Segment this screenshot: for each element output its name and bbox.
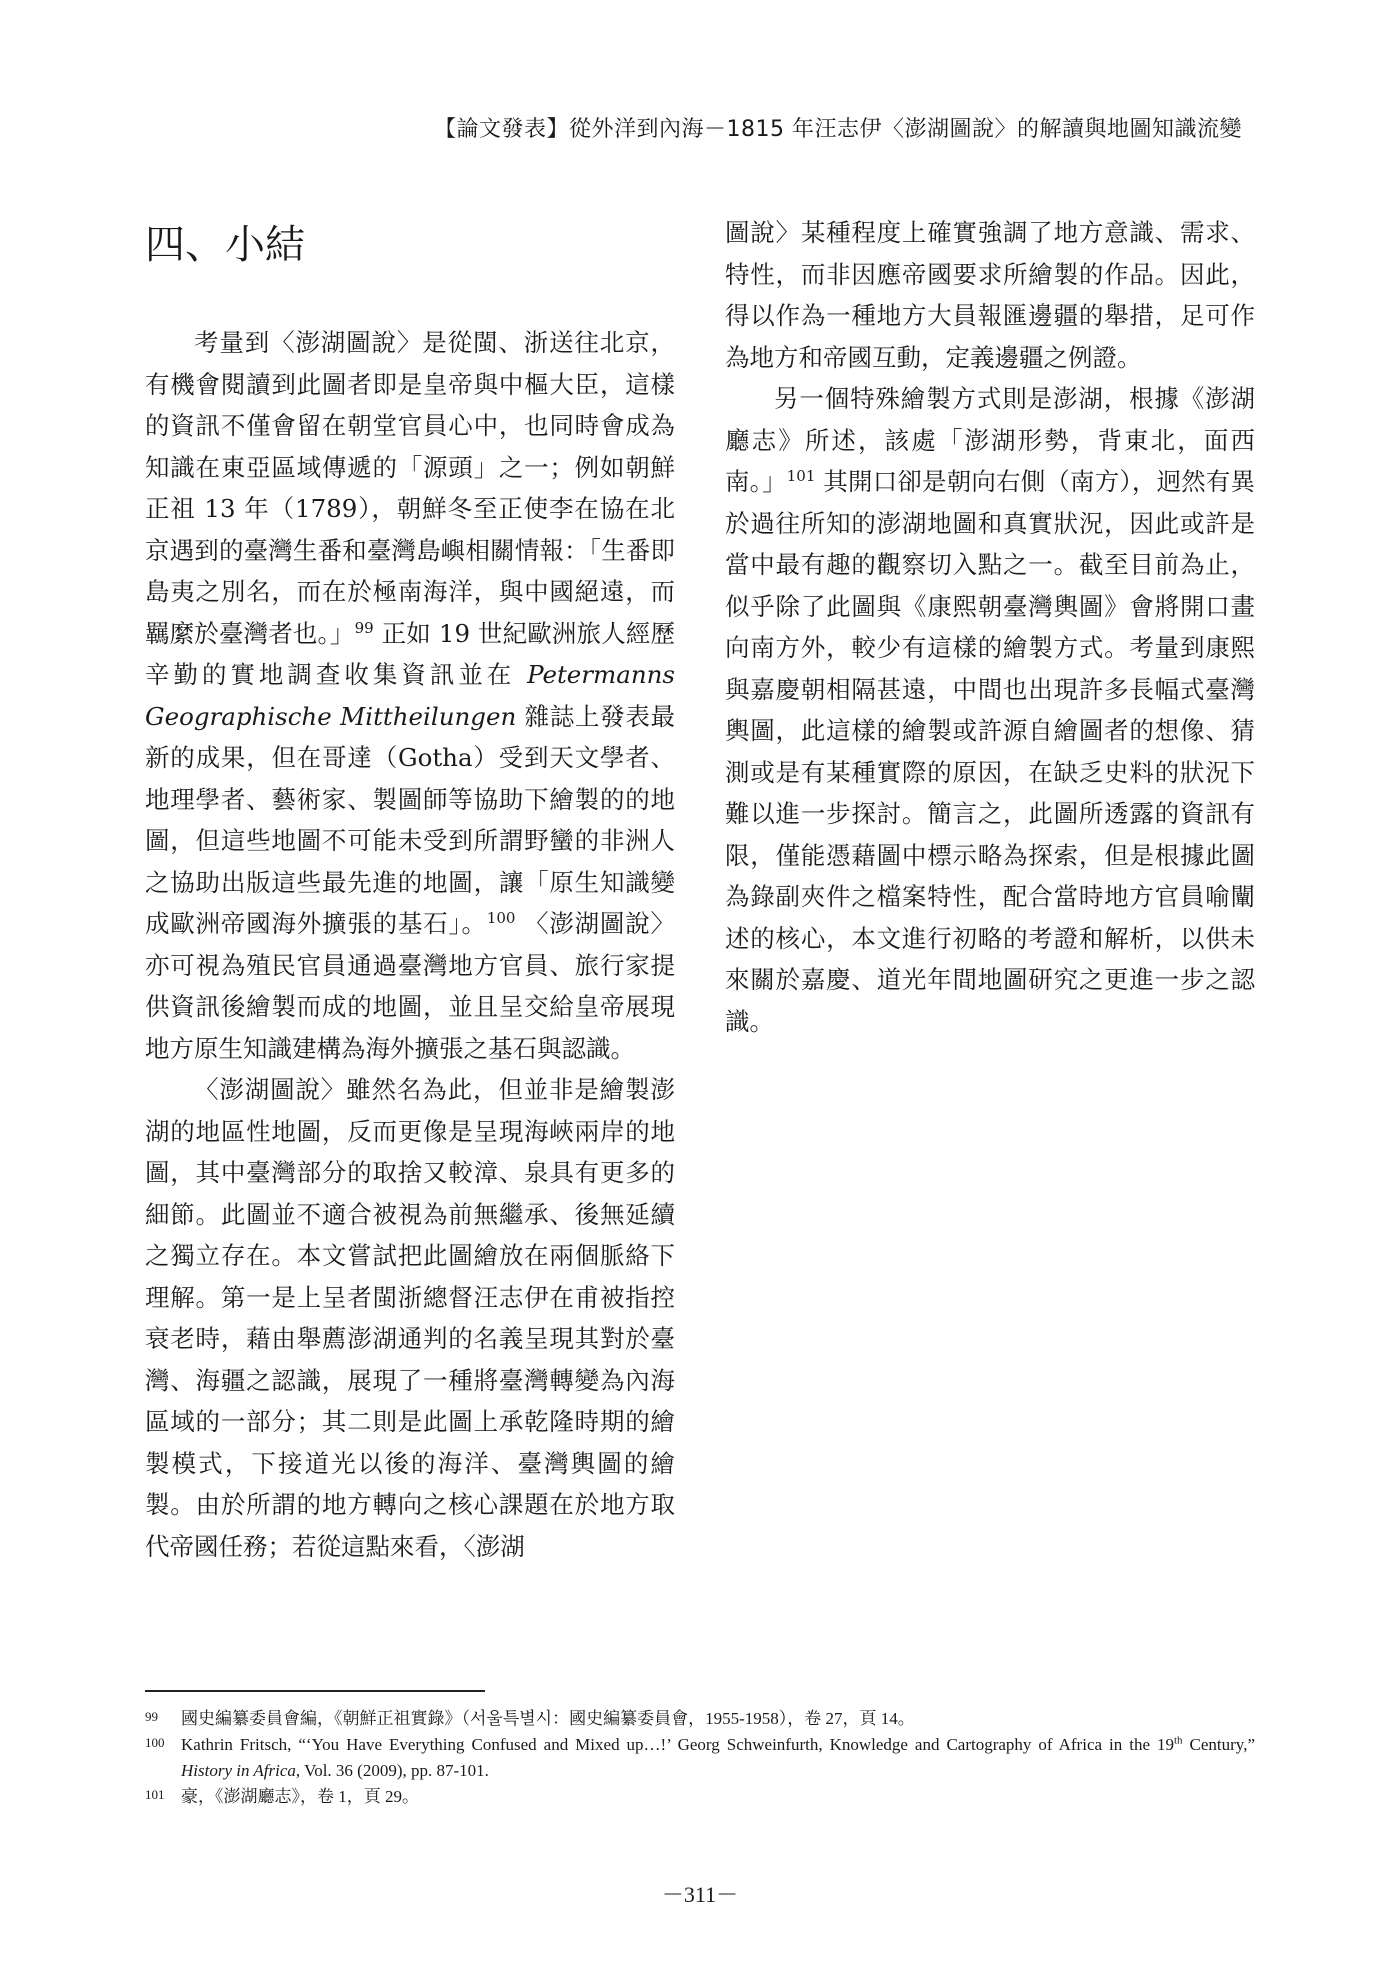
paragraph-3 [725, 378, 1255, 1042]
section-title: 四、小結 [145, 222, 305, 268]
footnote-99 [145, 1706, 1255, 1732]
paragraph-3-text-b: 其開口卻是朝向右側（南方），迥然有異於過往所知的澎湖地圖和真實狀況，因此或許是當中最有趣的觀察切入點之一。截至目前為止，似乎除了此圖與《康熙朝臺灣輿圖》會將開口畫向南方外，較少有這樣的繪製方式。考量到康熙與嘉慶朝相隔甚遠，中間也出現許多長幅式臺灣輿圖，此這樣的繪製或許源自繪圖者的想像、猜測或是有某種實際的原因，在缺乏史料的狀況下難以進一步探討。簡言之，此圖所透露的資訊有限，僅能憑藉圖中標示略為探索，但是根據此圖為錄副夾件之檔案特性，配合當時地方官員喻闡述的核心，本文進行初略的考證和解析，以供未來關於嘉慶、道光年間地圖研究之更進一步之認識。 [725, 467, 1255, 1036]
footnote-ref-100[interactable]: 100 [486, 908, 516, 927]
paragraph-1-text-d: 〈澎湖圖說〉亦可視為殖民官員通過臺灣地方官員、旅行家提供資訊後繪製而成的地圖，並且呈交給皇帝展現地方原生知識建構為海外擴張之基石與認識。 [145, 909, 675, 1063]
footnote-100 [145, 1732, 1255, 1784]
footnote-number: 99 [145, 1709, 158, 1724]
running-header: 【論文發表】從外洋到內海－1815 年汪志伊〈澎湖圖說〉的解讀與地圖知識流變 [434, 117, 1242, 142]
page-number: －311－ [661, 1882, 739, 1907]
footnotes [145, 1706, 1255, 1810]
paragraph-1-text-a: 考量到〈澎湖圖說〉是從閩、浙送往北京，有機會閱讀到此圖者即是皇帝與中樞大臣，這樣的資訊不僅會留在朝堂官員心中，也同時會成為知識在東亞區域傳遞的「源頭」之一；例如朝鮮正祖 13 年（1789），朝鮮冬至正使李在協在北京遇到的臺灣生番和臺灣島嶼相關情報：「生番即島夷之別名，而在於極南海洋，與中國絕遠，而羈縻於臺灣者也。」 [145, 328, 675, 648]
footnote-text [181, 1732, 1255, 1784]
footnote-ordinal-sup: th [1173, 1734, 1183, 1747]
paragraph-1-text-b: 正如 19 世紀歐洲旅人經歷辛勤的實地調查收集資訊並在 [145, 618, 675, 689]
footnote-ref-99[interactable]: 99 [354, 618, 374, 637]
paragraph-3-text-a: 另一個特殊繪製方式則是澎湖，根據《澎湖廳志》所述，該處「澎湖形勢，背東北，面西南。」 [725, 384, 1255, 496]
footnote-journal: History in Africa [181, 1761, 296, 1780]
footnote-number: 101 [145, 1787, 165, 1802]
paragraph-2: 〈澎湖圖說〉雖然名為此，但並非是繪製澎湖的地區性地圖，反而更像是呈現海峽兩岸的地圖，其中臺灣部分的取捨又較漳、泉具有更多的細節。此圖並不適合被視為前無繼承、後無延續之獨立存在。本文嘗試把此圖繪放在兩個脈絡下理解。第一是上呈者閩浙總督汪志伊在甫被指控衰老時，藉由舉薦澎湖通判的名義呈現其對於臺灣、海疆之認識，展現了一種將臺灣轉變為內海區域的一部分；其二則是此圖上承乾隆時期的繪製模式，下接道光以後的海洋、臺灣輿圖的繪製。由於所謂的地方轉向之核心課題在於地方取代帝國任務；若從這點來看，〈澎湖 [145, 1075, 675, 1561]
footnote-text: 國史編纂委員會編，《朝鮮正祖實錄》（서울특별시：國史編纂委員會，1955-1958），卷 27，頁 14。 [181, 1709, 915, 1728]
footnote-text: 豪，《澎湖廳志》，卷 1，頁 29。 [181, 1787, 419, 1806]
footnote-number: 100 [145, 1735, 165, 1750]
footnote-text-b: Century,” [1182, 1735, 1255, 1754]
journal-title: Petermanns Geographische Mittheilungen [145, 660, 675, 731]
footnote-101 [145, 1784, 1255, 1810]
footnote-ref-101[interactable]: 101 [786, 466, 816, 485]
paragraph-1-text-c: 雜誌上發表最新的成果，但在哥達（Gotha）受到天文學者、地理學者、藝術家、製圖師等協助下繪製的的地圖，但這些地圖不可能未受到所謂野蠻的非洲人之協助出版這些最先進的地圖，讓「原生知識變成歐洲帝國海外擴張的基石」。 [145, 701, 675, 938]
footnote-text-c: , Vol. 36 (2009), pp. 87-101. [295, 1761, 489, 1780]
right-column [725, 212, 1255, 1092]
footnote-text-a: Kathrin Fritsch, “‘You Have Everything Confused and Mixed up…!’ Georg Schweinfurth, Knowledge and Cartography of Africa in the 19 [181, 1735, 1174, 1754]
left-column [145, 212, 675, 1682]
paragraph-2-continued: 圖說〉某種程度上確實強調了地方意識、需求、特性，而非因應帝國要求所繪製的作品。因此，得以作為一種地方大員報匯邊疆的舉措，足可作為地方和帝國互動，定義邊疆之例證。 [725, 218, 1255, 372]
paragraph-1 [145, 322, 675, 1069]
footnote-divider [145, 1690, 485, 1692]
